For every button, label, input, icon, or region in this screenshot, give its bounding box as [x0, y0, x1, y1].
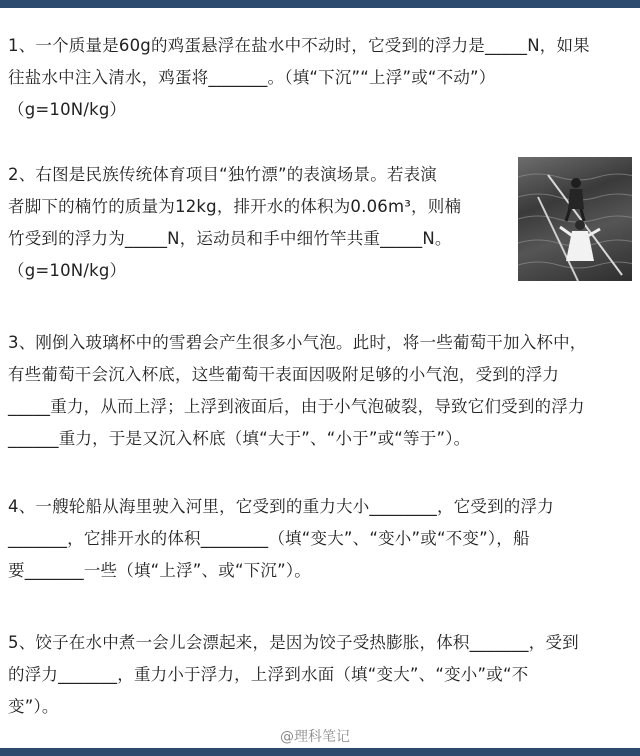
bottom-border-bar	[0, 748, 640, 756]
question-2-line-2: 者脚下的楠竹的质量为12kg，排开水的体积为0.06m³，则楠	[8, 197, 462, 216]
question-3-line-4: ______重力，于是又沉入杯底（填“大于”、“小于”或“等于”）。	[8, 429, 471, 448]
question-5-line-1: 5、饺子在水中煮一会儿会漂起来，是因为饺子受热膨胀，体积_______，受到	[8, 633, 579, 652]
question-1-line-3: （g=10N/kg）	[8, 100, 127, 119]
question-3-line-1: 3、刚倒入玻璃杯中的雪碧会产生很多小气泡。此时，将一些葡萄干加入杯中，	[8, 333, 587, 352]
question-4-line-3: 要_______一些（填“上浮”、或“下沉”）。	[8, 561, 311, 580]
question-5-line-2: 的浮力_______，重力小于浮力，上浮到水面（填“变大”、“变小”或“不	[8, 665, 529, 684]
top-border-bar	[0, 0, 640, 8]
question-1-line-1: 1、一个质量是60g的鸡蛋悬浮在盐水中不动时，它受到的浮力是_____N，如果	[8, 36, 590, 55]
question-5-line-3: 变”）。	[8, 697, 59, 716]
bamboo-rafting-illustration	[518, 157, 632, 281]
question-1	[8, 30, 590, 126]
watermark: @理科笔记	[280, 729, 350, 745]
question-2	[8, 159, 461, 287]
question-3-line-2: 有些葡萄干会沉入杯底，这些葡萄干表面因吸附足够的小气泡，受到的浮力	[8, 365, 560, 384]
question-3	[8, 327, 587, 455]
question-4-line-1: 4、一艘轮船从海里驶入河里，它受到的重力大小________，它受到的浮力	[8, 497, 554, 516]
question-4-line-2: _______，它排开水的体积________（填“变大”、“变小”或“不变”），船	[8, 529, 530, 548]
question-4	[8, 491, 554, 587]
question-2-line-4: （g=10N/kg）	[8, 261, 127, 280]
question-5	[8, 627, 579, 723]
question-3-line-3: _____重力，从而上浮；上浮到液面后，由于小气泡破裂，导致它们受到的浮力	[8, 397, 585, 416]
question-2-line-1: 2、右图是民族传统体育项目“独竹漂”的表演场景。若表演	[8, 165, 437, 184]
bamboo-rafting-photo	[518, 157, 632, 281]
question-2-line-3: 竹受到的浮力为_____N，运动员和手中细竹竿共重_____N。	[8, 229, 452, 248]
question-1-line-2: 往盐水中注入清水，鸡蛋将_______。（填“下沉”“上浮”或“不动”）	[8, 68, 496, 87]
